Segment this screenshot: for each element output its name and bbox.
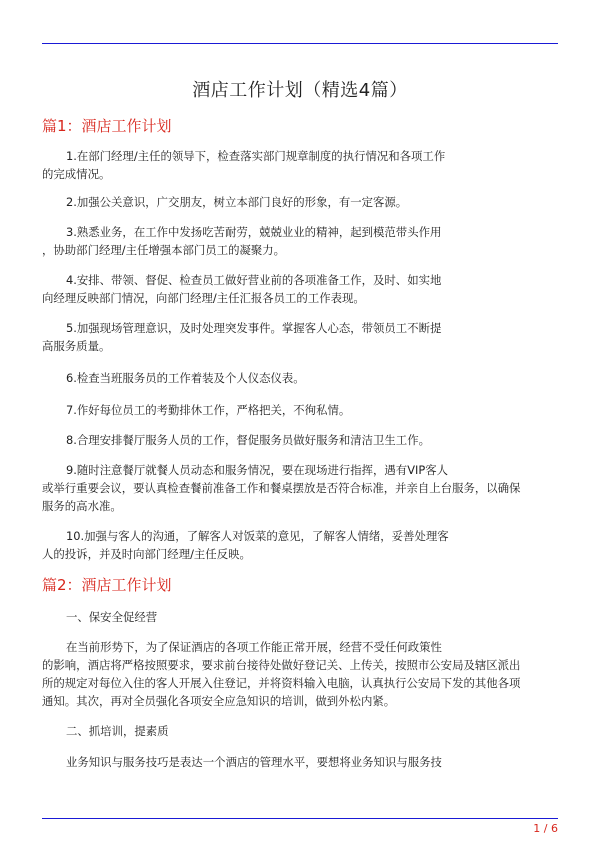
paragraph-line: 人的投诉，并及时向部门经理/主任反映。 <box>42 547 251 561</box>
paragraph <box>42 271 558 307</box>
paragraph-line: 2.加强公关意识，广交朋友，树立本部门良好的形象，有一定客源。 <box>66 195 408 209</box>
paragraph-line: 10.加强与客人的沟通，了解客人对饭菜的意见，了解客人情绪，妥善处理客 <box>66 529 449 543</box>
paragraph-line: 或举行重要会议，要认真检查餐前准备工作和餐桌摆放是否符合标准，并亲自上台服务，以确保 <box>42 481 521 495</box>
paragraph-line: 高服务质量。 <box>42 339 111 353</box>
paragraph-line: 一、保安全促经营 <box>66 610 158 624</box>
paragraph <box>42 638 558 710</box>
paragraph <box>42 527 558 563</box>
section-heading-2: 篇2：酒店工作计划 <box>42 576 172 594</box>
paragraph <box>42 369 558 387</box>
paragraph-line: 1.在部门经理/主任的领导下，检查落实部门规章制度的执行情况和各项工作 <box>66 149 446 163</box>
paragraph-line: ，协助部门经理/主任增强本部门员工的凝聚力。 <box>42 243 286 257</box>
paragraph <box>42 722 558 740</box>
paragraph <box>42 401 558 419</box>
paragraph-line: 的完成情况。 <box>42 167 111 181</box>
footer-rule <box>42 818 558 819</box>
paragraph <box>42 319 558 355</box>
paragraph-line: 9.随时注意餐厅就餐人员动态和服务情况，要在现场进行指挥，遇有VIP客人 <box>66 463 448 477</box>
paragraph <box>42 431 558 449</box>
paragraph-line: 6.检查当班服务员的工作着装及个人仪态仪表。 <box>66 371 305 385</box>
paragraph-line: 8.合理安排餐厅服务人员的工作，督促服务员做好服务和清洁卫生工作。 <box>66 433 430 447</box>
paragraph-line: 3.熟悉业务，在工作中发扬吃苦耐劳，兢兢业业的精神，起到模范带头作用 <box>66 225 442 239</box>
paragraph-line: 所的规定对每位入住的客人开展入住登记，并将资料输入电脑，认真执行公安局下发的其他各项 <box>42 676 521 690</box>
paragraph <box>42 608 558 626</box>
paragraph-line: 二、抓培训，提素质 <box>66 724 169 738</box>
paragraph <box>42 193 558 211</box>
paragraph-line: 向经理反映部门情况，向部门经理/主任汇报各员工的工作表现。 <box>42 291 365 305</box>
paragraph-line: 业务知识与服务技巧是表达一个酒店的管理水平，要想将业务知识与服务技 <box>66 755 442 769</box>
paragraph <box>42 147 558 183</box>
paragraph-line: 7.作好每位员工的考勤排休工作，严格把关，不徇私情。 <box>66 403 351 417</box>
header-rule <box>42 43 558 44</box>
paragraph-line: 服务的高水准。 <box>42 499 122 513</box>
paragraph-line: 5.加强现场管理意识，及时处理突发事件。掌握客人心态，带领员工不断提 <box>66 321 442 335</box>
paragraph <box>42 461 558 515</box>
paragraph <box>42 223 558 259</box>
document-title: 酒店工作计划（精选4篇） <box>192 80 408 101</box>
paragraph-line: 的影响，酒店将严格按照要求，要求前台接待处做好登记关、上传关，按照市公安局及辖区派出 <box>42 658 521 672</box>
paragraph-line: 4.安排、带领、督促、检查员工做好营业前的各项准备工作，及时、如实地 <box>66 273 442 287</box>
page-number: 1 / 6 <box>533 822 558 835</box>
paragraph <box>42 753 558 771</box>
section-heading-1: 篇1：酒店工作计划 <box>42 117 172 135</box>
paragraph-line: 通知。其次，再对全员强化各项安全应急知识的培训，做到外松内紧。 <box>42 694 396 708</box>
paragraph-line: 在当前形势下，为了保证酒店的各项工作能正常开展，经营不受任何政策性 <box>66 640 442 654</box>
